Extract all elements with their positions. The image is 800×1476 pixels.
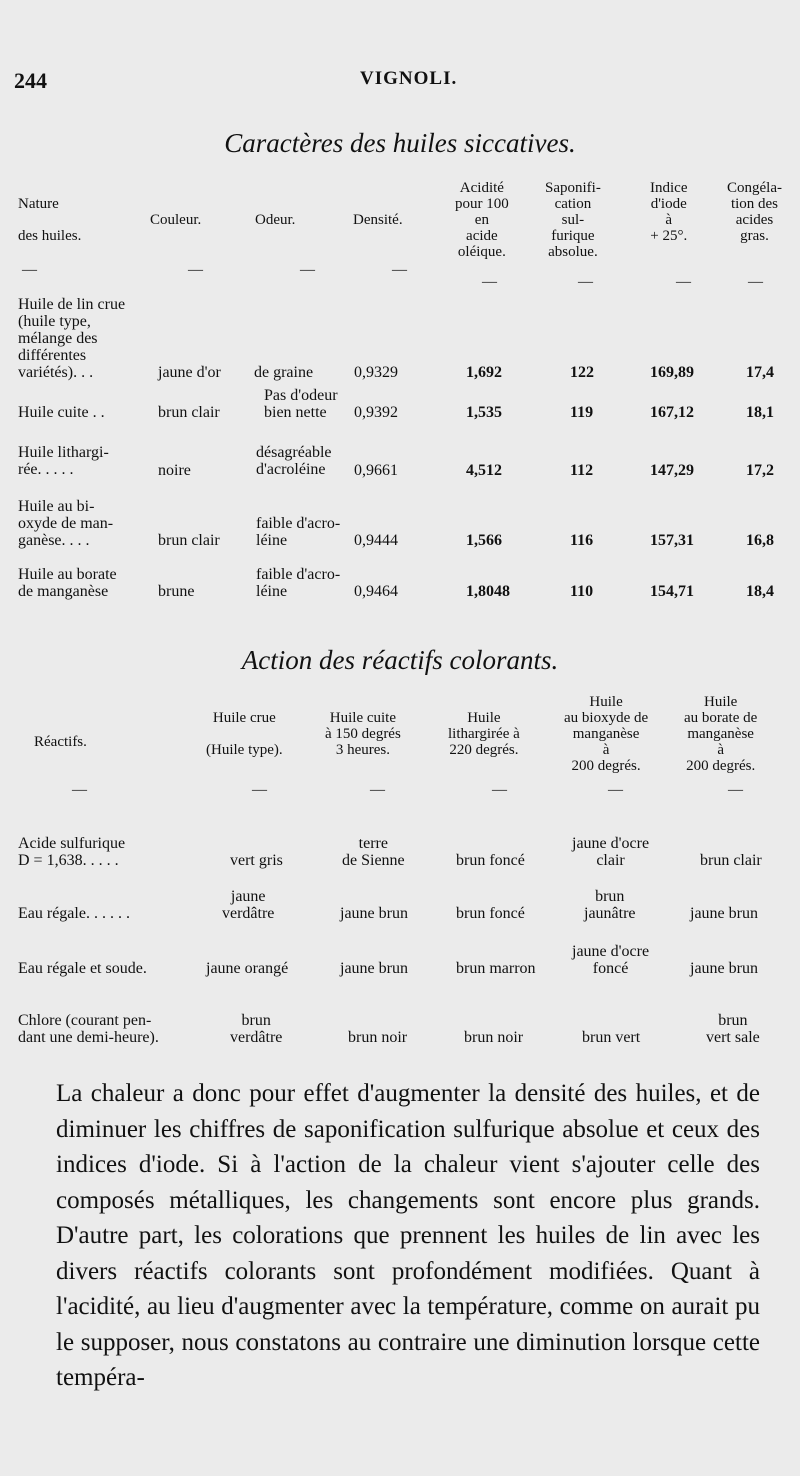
t2-dash: — [492,782,507,798]
t2-dash: — [72,782,87,798]
t1-row2-densite: 0,9392 [354,404,398,421]
t1-dash: — [676,274,691,290]
t2-row4-borate: brun vert sale [706,1012,760,1046]
t1-row4-odeur: faible d'acro- léine [256,515,341,549]
t2-header-lithargiree: Huile lithargirée à 220 degrés. [448,710,520,758]
t1-dash: — [748,274,763,290]
t2-row1-borate: brun clair [700,852,762,869]
t1-dash: — [22,262,37,278]
t1-row1-saponification: 122 [570,364,594,381]
running-head: VIGNOLI. [360,68,458,89]
t1-dash: — [482,274,497,290]
t2-row4-bioxyde: brun vert [582,1029,641,1046]
t2-row1-bioxyde: jaune d'ocre clair [572,835,650,869]
t2-row4-lithargiree: brun noir [464,1029,524,1046]
t1-row2-couleur: brun clair [158,404,220,421]
t2-row3-borate: jaune brun [690,960,758,977]
t1-row3-iode: 147,29 [650,462,694,479]
t2-row3-cuite: jaune brun [340,960,408,977]
body-paragraph: La chaleur a donc pour effet d'augmenter la densité des huiles, et de diminuer les chiffres de saponification sulfurique absolue et ceux des indices d'iode. Si à l'action de la chaleur vient s'ajouter celle des composés métalliques, les changements sont encore plus grands. D'autre part, les colorations que prennent les huiles de lin avec les divers réactifs colorants sont profondément modifiées. Quant à l'acidité, au lieu d'augmenter avec la température, comme on aurait pu le supposer, nous constatons au contraire une diminution lorsque cette tempéra- [56,1080,760,1391]
t2-row2-lithargiree: brun foncé [456,905,525,922]
t1-row2-nature: Huile cuite . . [18,404,105,421]
t2-row3-lithargiree: brun marron [456,960,536,977]
t1-row3-densite: 0,9661 [354,462,398,479]
t1-row5-couleur: brune [158,583,195,600]
t1-row5-acidite: 1,8048 [466,583,510,600]
table1-title: Caractères des huiles siccatives. [224,128,576,158]
t2-row4-reactif: Chlore (courant pen- dant une demi-heure). [18,1012,159,1046]
t1-row3-acidite: 4,512 [466,462,502,479]
t1-row3-couleur: noire [158,462,191,479]
t2-header-bioxyde: Huile au bioxyde de manganèse à 200 degrés. [564,694,649,774]
t1-header-iode: Indice d'iode à + 25°. [650,180,688,244]
t2-row1-lithargiree: brun foncé [456,852,525,869]
t1-row3-nature: Huile lithargi- rée. . . . . [18,444,109,478]
t1-row4-nature: Huile au bi- oxyde de man- ganèse. . . . [18,498,114,549]
t2-row2-borate: jaune brun [690,905,758,922]
t1-dash: — [392,262,407,278]
t1-row4-couleur: brun clair [158,532,220,549]
page-number: 244 [14,68,47,93]
t1-row1-densite: 0,9329 [354,364,398,381]
t1-header-acidite: Acidité pour 100 en acide oléique. [455,180,509,260]
t1-header-densite: Densité. [353,212,403,228]
t1-row5-saponification: 110 [570,583,594,600]
t1-row2-acidite: 1,535 [466,404,502,421]
t2-row1-crue: vert gris [230,852,283,869]
t1-dash: — [300,262,315,278]
t1-row1-congelation: 17,4 [746,364,774,381]
t2-row1-reactif: Acide sulfurique D = 1,638. . . . . [18,835,126,869]
t1-header-congelation: Congéla- tion des acides gras. [727,180,782,244]
t2-dash: — [252,782,267,798]
t2-row3-crue: jaune orangé [206,960,289,977]
t2-row2-crue: jaune verdâtre [222,888,275,922]
t1-row4-acidite: 1,566 [466,532,502,549]
t2-row2-cuite: jaune brun [340,905,408,922]
t1-row4-saponification: 116 [570,532,594,549]
t2-header-crue: Huile crue (Huile type). [206,710,283,758]
t1-row2-congelation: 18,1 [746,404,774,421]
t1-row4-iode: 157,31 [650,532,694,549]
t1-row3-congelation: 17,2 [746,462,774,479]
t1-row2-iode: 167,12 [650,404,694,421]
t1-row2-odeur: Pas d'odeur bien nette [264,387,338,421]
t1-header-nature: Nature des huiles. [18,196,82,244]
t1-row1-odeur: de graine [254,364,314,381]
t1-dash: — [188,262,203,278]
t1-row5-iode: 154,71 [650,583,694,600]
t1-header-couleur: Couleur. [150,212,202,228]
t1-row5-congelation: 18,4 [746,583,774,600]
t1-header-saponification: Saponifi- cation sul- furique absolue. [545,180,601,260]
t1-row3-saponification: 112 [570,462,594,479]
t1-row5-odeur: faible d'acro- léine [256,566,341,600]
t1-row1-acidite: 1,692 [466,364,502,381]
t2-header-borate: Huile au borate de manganèse à 200 degrés. [684,694,758,774]
t2-row3-bioxyde: jaune d'ocre foncé [572,943,650,977]
t1-row4-densite: 0,9444 [354,532,398,549]
t2-dash: — [370,782,385,798]
t2-row3-reactif: Eau régale et soude. [18,960,147,977]
t1-row1-iode: 169,89 [650,364,694,381]
t1-row1-nature: Huile de lin crue (huile type, mélange des différentes variétés). . . [18,296,126,381]
t2-row2-bioxyde: brun jaunâtre [584,888,636,922]
t2-header-cuite: Huile cuite à 150 degrés 3 heures. [325,710,401,758]
t2-row1-cuite: terre de Sienne [342,835,405,869]
t1-row4-congelation: 16,8 [746,532,774,549]
t1-header-odeur: Odeur. [255,212,296,228]
t1-row2-saponification: 119 [570,404,594,421]
t1-row1-couleur: jaune d'or [158,364,221,381]
t2-row4-cuite: brun noir [348,1029,408,1046]
t1-row5-nature: Huile au borate de manganèse [18,566,117,600]
t1-row5-densite: 0,9464 [354,583,398,600]
t2-row4-crue: brun verdâtre [230,1012,283,1046]
t2-dash: — [608,782,623,798]
t1-row3-odeur: désagréable d'acroléine [256,444,332,478]
t1-dash: — [578,274,593,290]
table2-title: Action des réactifs colorants. [241,645,559,675]
t2-header-reactifs: Réactifs. [34,734,87,750]
t2-dash: — [728,782,743,798]
t2-row2-reactif: Eau régale. . . . . . [18,905,130,922]
